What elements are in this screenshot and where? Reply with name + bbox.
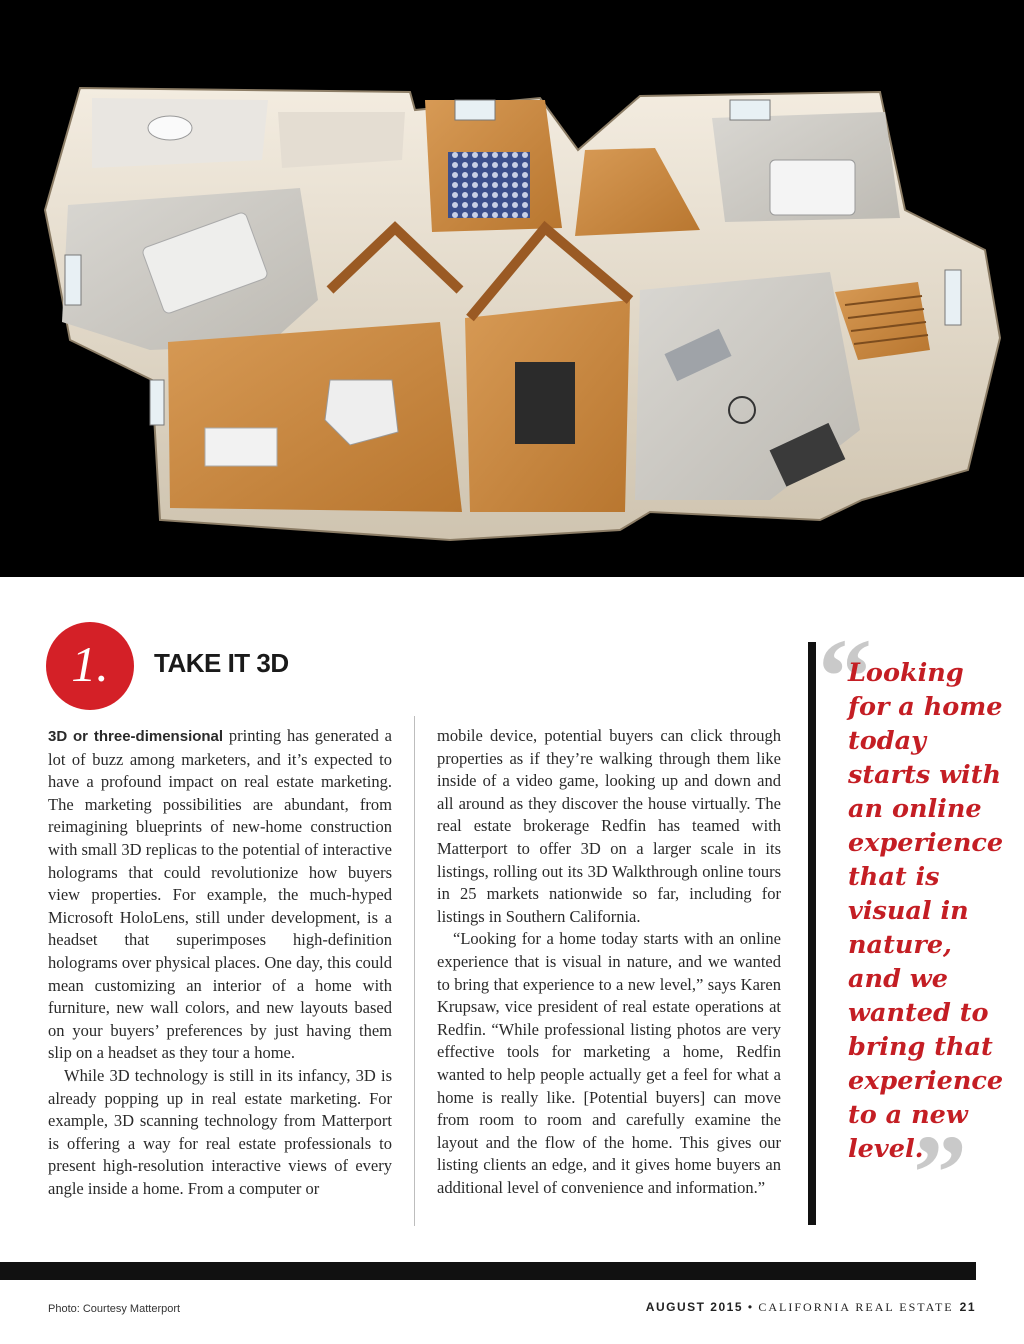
column-divider xyxy=(414,716,415,1226)
pull-quote-line: to a new xyxy=(848,1100,968,1130)
pull-quote-line: Looking xyxy=(848,658,964,688)
pull-quote-bar xyxy=(808,642,816,1225)
photo-credit: Photo: Courtesy Matterport xyxy=(48,1303,181,1315)
pull-quote-line: for a home xyxy=(848,692,1003,722)
kitchen-floor xyxy=(168,322,462,512)
open-quote-mark: “ xyxy=(818,618,872,737)
pull-quote-line: and we xyxy=(848,964,948,994)
pull-quote-line: bring that xyxy=(848,1032,993,1062)
issue-date: AUGUST 2015 xyxy=(645,1300,743,1314)
pull-quote-line: that is xyxy=(848,862,940,892)
section-number-badge xyxy=(46,622,134,710)
article-paragraph: “Looking for a home today starts with an online experience that is visual in nature, and we wanted to bring that experience to a new level,” says Karen Krupsaw, vice president of real estate operations at Redfin. “While professional listing photos are very effective tools for marketing a home, Redfin wanted to help people actually get a feel for what a home is really like. [Potential buyers] can move from room to room and carefully examine the layout and the flow of the home. This gives our listing clients an edge, and it gives home buyers an additional level of convenience and information.” xyxy=(437,929,781,1197)
pull-quote-line: nature, xyxy=(848,930,952,960)
pull-quote xyxy=(848,656,1018,1166)
dining-table-shape xyxy=(205,428,277,466)
pull-quote-line: today xyxy=(848,726,926,756)
footer-rule xyxy=(0,1262,976,1280)
close-quote-mark: ” xyxy=(913,1114,967,1233)
section-title: TAKE IT 3D xyxy=(154,648,289,678)
pull-quote-line: wanted to xyxy=(848,998,989,1028)
folio-bullet: • xyxy=(743,1300,759,1314)
article-column-1 xyxy=(48,725,392,1200)
closet-floor xyxy=(278,112,405,168)
article-paragraph: mobile device, potential buyers can click through properties as if they’re walking through them like inside of a video game, looking up and down and all around as they discover the house virtually. The real estate brokerage Redfin has teamed with Matterport to offer 3D on a larger scale in its listings, rolling out its 3D Walkthrough online tours in 25 markets nationwide so far, including for listings in Southern California. xyxy=(437,726,781,926)
bathtub-shape xyxy=(148,116,192,140)
section-number: 1. xyxy=(71,636,109,692)
hero-floorplan-image xyxy=(0,0,1024,577)
pull-quote-line: visual in xyxy=(848,896,969,926)
article-paragraph xyxy=(48,725,392,1065)
magazine-name: CALIFORNIA REAL ESTATE xyxy=(758,1300,954,1314)
pull-quote-line: starts with xyxy=(848,760,1002,790)
article-column-2 xyxy=(437,725,781,1199)
dollhouse-floorplan-illustration xyxy=(0,0,1024,577)
dining-table-dark-shape xyxy=(515,362,575,444)
blue-rug-shape xyxy=(448,152,530,218)
pull-quote-line: an online xyxy=(848,794,982,824)
paragraph-text: printing has generated a lot of buzz among marketers, and it’s expected to have a profound impact on real estate marketing. The marketing possibilities are abundant, from reimagining blueprints of new-home construction with small 3D replicas to the potential of interactive holograms that could revolutionize how buyers view properties. For example, the much-hyped Microsoft HoloLens, still under development, is a headset that superimposes high-definition holograms over physical places. One day, this could mean customizing an interior of a home with furniture, new wall colors, and new layouts based on your buyers’ preferences by just having them slip on a headset as they tour a home. xyxy=(48,726,392,1063)
article-paragraph: While 3D technology is still in its infancy, 3D is already popping up in real estate marketing. For example, 3D scanning technology from Matterport is offering a way for real estate professionals to present high-resolution interactive views of every angle inside a home. From a computer or xyxy=(48,1065,392,1198)
page-number: 21 xyxy=(959,1300,976,1314)
pull-quote-line: experience xyxy=(848,828,1004,858)
pull-quote-line: experience xyxy=(848,1066,1004,1096)
guest-bed-shape xyxy=(770,160,855,215)
pull-quote-line: level. xyxy=(848,1134,924,1164)
lead-in: 3D or three-dimensional xyxy=(48,728,224,745)
page-folio xyxy=(646,1300,976,1315)
